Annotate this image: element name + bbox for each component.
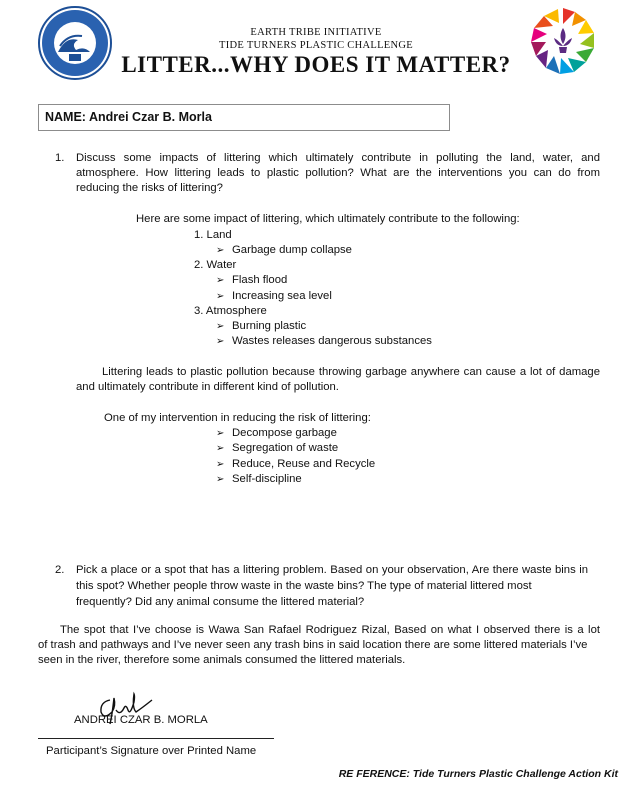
impact-group-label: 1. Land (194, 229, 232, 241)
plastic-pollution-paragraph: Littering leads to plastic pollution because throwing garbage anywhere can cause a lot of damage (102, 366, 600, 378)
name-label: NAME: (45, 110, 86, 124)
question-1-line: Discuss some impacts of littering which ultimately contribute in polluting the land, water, and (76, 152, 600, 164)
impact-bullet: ➢ Burning plastic (216, 319, 306, 334)
page-title: LITTER...WHY DOES IT MATTER? (121, 52, 511, 77)
intervention-bullet: ➢ Decompose garbage (216, 426, 337, 441)
impact-group-label: 2. Water (194, 259, 237, 271)
question-1-line: atmosphere. How littering leads to plastic pollution? What are the interventions you can do from (76, 167, 600, 179)
answer-2-line: of trash and pathways and I’ve never seen any trash bins in said location there are some littered materials I’ve (38, 639, 588, 651)
answer-2-line: seen in the river, therefore some animals consumed the littered materials. (38, 654, 406, 666)
impact-bullet: ➢ Increasing sea level (216, 289, 332, 304)
scout-emblem-logo (528, 6, 598, 76)
question-2-line: Pick a place or a spot that has a littering problem. Based on your observation, Are there waste bins in (76, 564, 588, 576)
impact-bullet: ➢ Wastes releases dangerous substances (216, 334, 432, 349)
initiative-heading: EARTH TRIBE INITIATIVE (250, 27, 382, 38)
impact-bullet: ➢ Flash flood (216, 273, 287, 288)
intervention-bullet: ➢ Self-discipline (216, 472, 302, 487)
signature-caption: Participant’s Signature over Printed Name (46, 745, 257, 757)
intervention-bullet: ➢ Reduce, Reuse and Recycle (216, 457, 375, 472)
impacts-intro: Here are some impact of littering, which ultimately contribute to the following: (136, 213, 520, 225)
printed-name: ANDREI CZAR B. MORLA (74, 714, 208, 726)
reference-note: RE FERENCE: Tide Turners Plastic Challenge Action Kit (338, 768, 618, 780)
name-field (38, 104, 450, 131)
question-2-number: 2. (55, 564, 65, 576)
intervention-bullet: ➢ Segregation of waste (216, 441, 338, 456)
question-2-line: this spot? Whether people throw waste in the waste bins? The type of material littered most (76, 580, 532, 592)
question-1-number: 1. (55, 152, 65, 164)
signature-line (38, 738, 274, 739)
name-value: Andrei Czar B. Morla (88, 110, 212, 124)
impact-group-label: 3. Atmosphere (194, 305, 267, 317)
impact-bullet: ➢ Garbage dump collapse (216, 243, 352, 258)
question-2-line: frequently? Did any animal consume the littered material? (76, 596, 365, 608)
challenge-heading: TIDE TURNERS PLASTIC CHALLENGE (218, 40, 413, 51)
answer-2-line: The spot that I’ve choose is Wawa San Rafael Rodriguez Rizal, Based on what I observed there is a lot (60, 624, 600, 636)
plastic-pollution-paragraph: and ultimately contribute in different kind of pollution. (76, 381, 339, 393)
question-1-line: reducing the risks of littering? (76, 182, 223, 194)
intervention-intro: One of my intervention in reducing the risk of littering: (104, 412, 371, 424)
